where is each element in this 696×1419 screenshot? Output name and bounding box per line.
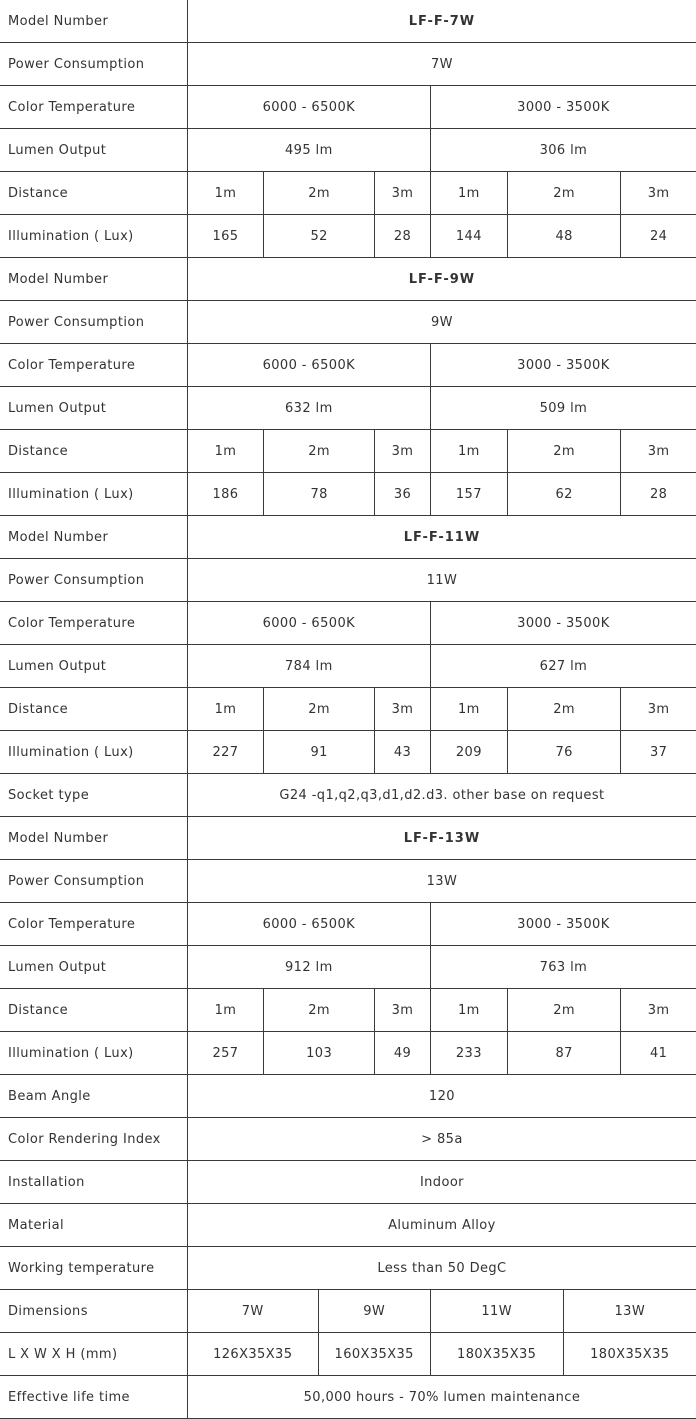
power-value: 13W [187, 860, 696, 903]
illumination-row [0, 215, 696, 258]
lux-cell: 78 [264, 473, 375, 516]
dimension-header: 9W [318, 1290, 430, 1333]
power-row [0, 559, 696, 602]
distance-cell: 2m [508, 989, 621, 1032]
row-label: Power Consumption [0, 43, 187, 86]
installation-value: Indoor [187, 1161, 696, 1204]
row-label: Effective life time [0, 1376, 187, 1419]
lux-cell: 233 [430, 1032, 507, 1075]
lux-cell: 257 [187, 1032, 263, 1075]
lux-cell: 76 [508, 731, 621, 774]
lumen-warm: 763 lm [430, 946, 696, 989]
power-value: 7W [187, 43, 696, 86]
cri-value: > 85a [187, 1118, 696, 1161]
life-value: 50,000 hours - 70% lumen maintenance [187, 1376, 696, 1419]
lumen-warm: 306 lm [430, 129, 696, 172]
row-label: Illumination ( Lux) [0, 731, 187, 774]
lwh-value: 180X35X35 [563, 1333, 696, 1376]
lwh-row [0, 1333, 696, 1376]
distance-cell: 2m [508, 172, 621, 215]
life-row [0, 1376, 696, 1419]
color-temp-row [0, 602, 696, 645]
material-value: Aluminum Alloy [187, 1204, 696, 1247]
row-label: Model Number [0, 258, 187, 301]
lux-cell: 52 [264, 215, 375, 258]
row-label: Model Number [0, 516, 187, 559]
distance-cell: 1m [187, 430, 263, 473]
power-value: 9W [187, 301, 696, 344]
dimension-header: 13W [563, 1290, 696, 1333]
distance-row [0, 688, 696, 731]
color-temp-cool: 6000 - 6500K [187, 602, 430, 645]
distance-row [0, 430, 696, 473]
lux-cell: 48 [508, 215, 621, 258]
lux-cell: 62 [508, 473, 621, 516]
lux-cell: 144 [430, 215, 507, 258]
lux-cell: 36 [375, 473, 431, 516]
power-row [0, 860, 696, 903]
model-row [0, 0, 696, 43]
dimensions-row [0, 1290, 696, 1333]
lumen-cool: 784 lm [187, 645, 430, 688]
dimension-header: 7W [187, 1290, 318, 1333]
row-label: Distance [0, 172, 187, 215]
distance-row [0, 989, 696, 1032]
socket-row [0, 774, 696, 817]
power-row [0, 301, 696, 344]
color-temp-warm: 3000 - 3500K [430, 344, 696, 387]
row-label: Color Temperature [0, 602, 187, 645]
beam-angle-row [0, 1075, 696, 1118]
lux-cell: 28 [375, 215, 431, 258]
model-number: LF-F-7W [187, 0, 696, 43]
illumination-row [0, 473, 696, 516]
row-label: Model Number [0, 817, 187, 860]
distance-cell: 3m [375, 688, 431, 731]
lux-cell: 157 [430, 473, 507, 516]
distance-cell: 3m [375, 989, 431, 1032]
row-label: Distance [0, 430, 187, 473]
working-temp-row [0, 1247, 696, 1290]
lumen-cool: 632 lm [187, 387, 430, 430]
color-temp-warm: 3000 - 3500K [430, 86, 696, 129]
distance-cell: 3m [621, 172, 696, 215]
model-row [0, 516, 696, 559]
row-label: Lumen Output [0, 387, 187, 430]
color-temp-warm: 3000 - 3500K [430, 602, 696, 645]
row-label: Power Consumption [0, 559, 187, 602]
installation-row [0, 1161, 696, 1204]
lux-cell: 165 [187, 215, 263, 258]
lux-cell: 209 [430, 731, 507, 774]
socket-value: G24 -q1,q2,q3,d1,d2.d3. other base on request [187, 774, 696, 817]
model-number: LF-F-13W [187, 817, 696, 860]
lux-cell: 49 [375, 1032, 431, 1075]
row-label: Material [0, 1204, 187, 1247]
row-label: Illumination ( Lux) [0, 215, 187, 258]
model-number: LF-F-9W [187, 258, 696, 301]
lumen-row [0, 946, 696, 989]
lumen-row [0, 129, 696, 172]
lux-cell: 24 [621, 215, 696, 258]
distance-cell: 2m [264, 989, 375, 1032]
distance-cell: 1m [430, 989, 507, 1032]
color-temp-warm: 3000 - 3500K [430, 903, 696, 946]
lux-cell: 28 [621, 473, 696, 516]
lumen-warm: 509 lm [430, 387, 696, 430]
color-temp-cool: 6000 - 6500K [187, 903, 430, 946]
distance-cell: 1m [187, 172, 263, 215]
lumen-cool: 495 lm [187, 129, 430, 172]
row-label: Power Consumption [0, 301, 187, 344]
power-row [0, 43, 696, 86]
row-label: Illumination ( Lux) [0, 1032, 187, 1075]
dimension-header: 11W [430, 1290, 563, 1333]
distance-cell: 2m [264, 688, 375, 731]
distance-cell: 3m [621, 989, 696, 1032]
distance-cell: 3m [375, 172, 431, 215]
illumination-row [0, 1032, 696, 1075]
distance-cell: 1m [187, 688, 263, 731]
distance-cell: 2m [264, 172, 375, 215]
distance-cell: 3m [621, 430, 696, 473]
lux-cell: 43 [375, 731, 431, 774]
row-label: Lumen Output [0, 645, 187, 688]
color-temp-cool: 6000 - 6500K [187, 344, 430, 387]
row-label: Dimensions [0, 1290, 187, 1333]
row-label: Distance [0, 989, 187, 1032]
distance-cell: 1m [430, 172, 507, 215]
distance-cell: 1m [187, 989, 263, 1032]
row-label: Model Number [0, 0, 187, 43]
distance-cell: 1m [430, 430, 507, 473]
lux-cell: 103 [264, 1032, 375, 1075]
lux-cell: 41 [621, 1032, 696, 1075]
lux-cell: 91 [264, 731, 375, 774]
lumen-row [0, 645, 696, 688]
color-temp-cool: 6000 - 6500K [187, 86, 430, 129]
row-label: Installation [0, 1161, 187, 1204]
lux-cell: 87 [508, 1032, 621, 1075]
cri-row [0, 1118, 696, 1161]
lux-cell: 227 [187, 731, 263, 774]
illumination-row [0, 731, 696, 774]
row-label: Working temperature [0, 1247, 187, 1290]
model-row [0, 817, 696, 860]
lux-cell: 37 [621, 731, 696, 774]
model-number: LF-F-11W [187, 516, 696, 559]
distance-cell: 2m [264, 430, 375, 473]
row-label: L X W X H (mm) [0, 1333, 187, 1376]
distance-cell: 2m [508, 688, 621, 731]
color-temp-row [0, 903, 696, 946]
color-temp-row [0, 86, 696, 129]
lumen-warm: 627 lm [430, 645, 696, 688]
row-label: Color Temperature [0, 86, 187, 129]
model-row [0, 258, 696, 301]
row-label: Socket type [0, 774, 187, 817]
power-value: 11W [187, 559, 696, 602]
lwh-value: 160X35X35 [318, 1333, 430, 1376]
row-label: Beam Angle [0, 1075, 187, 1118]
distance-cell: 2m [508, 430, 621, 473]
row-label: Lumen Output [0, 946, 187, 989]
lwh-value: 126X35X35 [187, 1333, 318, 1376]
row-label: Power Consumption [0, 860, 187, 903]
row-label: Illumination ( Lux) [0, 473, 187, 516]
row-label: Distance [0, 688, 187, 731]
material-row [0, 1204, 696, 1247]
distance-cell: 3m [621, 688, 696, 731]
row-label: Lumen Output [0, 129, 187, 172]
row-label: Color Rendering Index [0, 1118, 187, 1161]
beam-angle-value: 120 [187, 1075, 696, 1118]
row-label: Color Temperature [0, 344, 187, 387]
lwh-value: 180X35X35 [430, 1333, 563, 1376]
lumen-row [0, 387, 696, 430]
row-label: Color Temperature [0, 903, 187, 946]
color-temp-row [0, 344, 696, 387]
working-temp-value: Less than 50 DegC [187, 1247, 696, 1290]
distance-cell: 3m [375, 430, 431, 473]
distance-row [0, 172, 696, 215]
lux-cell: 186 [187, 473, 263, 516]
lumen-cool: 912 lm [187, 946, 430, 989]
distance-cell: 1m [430, 688, 507, 731]
